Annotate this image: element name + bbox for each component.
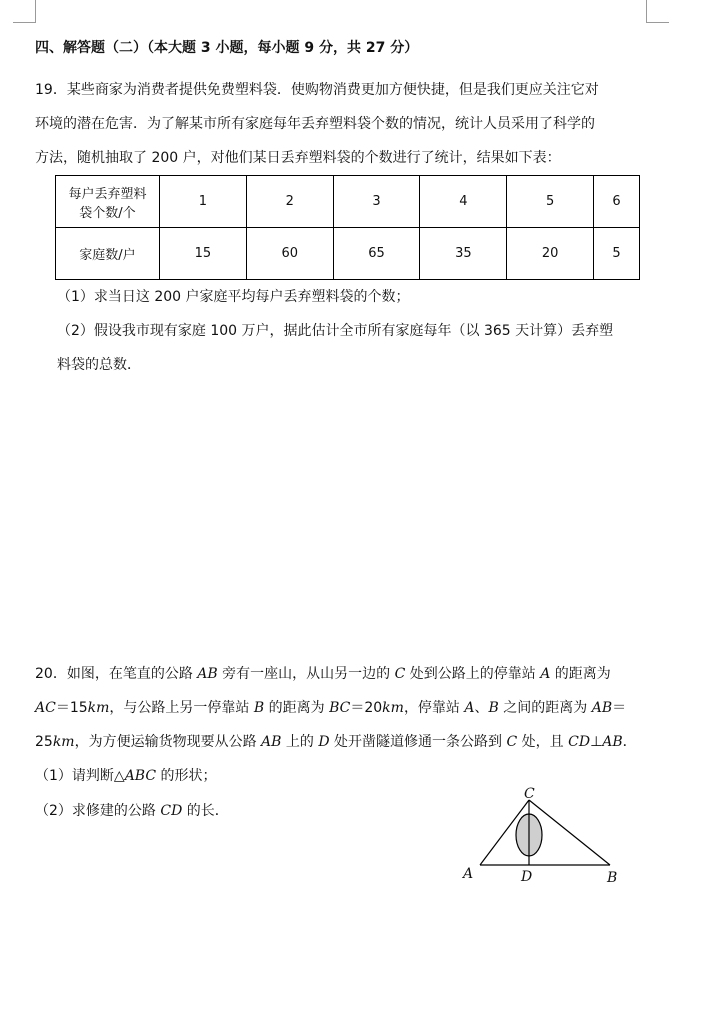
q19-part-2-line-1: （2）假设我市现有家庭 100 万户，据此估计全市所有家庭每年（以 365 天计算）丢弃塑 <box>57 323 614 339</box>
text-run: 上的 <box>281 734 319 750</box>
math-unit: km <box>382 700 404 716</box>
text-run: 20．如图，在笔直的公路 <box>35 666 198 682</box>
q20-part-1 <box>35 766 217 786</box>
text-run: 25 <box>35 734 53 750</box>
text-run: ，为方便运输货物现要从公路 <box>74 734 262 750</box>
table-cell: 4 <box>420 176 507 228</box>
triangle-figure <box>455 782 630 892</box>
label-a: A <box>463 866 474 882</box>
text-run: 的形状； <box>156 768 217 784</box>
math-var: AB <box>602 734 623 750</box>
text-run: 的长． <box>182 803 229 819</box>
math-var: AB <box>591 700 613 716</box>
table-header-line: 袋个数/个 <box>79 205 136 221</box>
text-run: 的距离为 <box>550 666 611 682</box>
q19-line-1: 19．某些商家为消费者提供免费塑料袋．使购物消费更加方便快捷，但是我们更应关注它对 <box>35 82 599 98</box>
math-var: A <box>464 700 475 716</box>
table-row <box>56 176 640 228</box>
math-var: C <box>506 734 518 750</box>
text-run: ＝20 <box>350 700 383 716</box>
math-var: B <box>488 700 499 716</box>
table-cell: 3 <box>333 176 420 228</box>
q20-line-2 <box>35 698 626 718</box>
text-run: 之间的距离为 <box>498 700 592 716</box>
table-cell: 1 <box>160 176 247 228</box>
table-cell: 6 <box>594 176 640 228</box>
crop-mark-top-left <box>13 0 36 23</box>
table-header-cell <box>56 176 160 228</box>
math-unit: km <box>52 734 75 750</box>
table-cell: 65 <box>333 228 420 280</box>
text-run: 、 <box>474 700 489 716</box>
text-run: （1）请判断△ <box>35 768 125 784</box>
table-cell: 5 <box>507 176 594 228</box>
math-var: C <box>394 666 406 682</box>
q19-part-2-line-2: 料袋的总数． <box>57 357 141 373</box>
section-title: 四、解答题（二）（本大题 3 小题，每小题 9 分，共 27 分） <box>35 40 419 56</box>
text-run: ，与公路上另一停靠站 <box>109 700 254 716</box>
q19-line-2: 环境的潜在危害．为了解某市所有家庭每年丢弃塑料袋个数的情况，统计人员采用了科学的 <box>35 116 595 132</box>
text-run: 处开凿隧道修通一条公路到 <box>329 734 507 750</box>
q19-data-table <box>55 175 640 280</box>
table-cell: 15 <box>160 228 247 280</box>
table-cell: 2 <box>246 176 333 228</box>
label-b: B <box>607 870 618 886</box>
text-run: ． <box>622 734 637 750</box>
table-row <box>56 228 640 280</box>
crop-mark-top-right <box>646 0 669 23</box>
math-var: CD <box>568 734 591 750</box>
label-d: D <box>521 869 533 885</box>
q19-line-3: 方法，随机抽取了 200 户，对他们某日丢弃塑料袋的个数进行了统计，结果如下表： <box>35 150 561 166</box>
math-var: A <box>540 666 551 682</box>
text-run: ＝ <box>612 700 627 716</box>
text-run: ＝15 <box>55 700 88 716</box>
text-run: 处，且 <box>517 734 569 750</box>
text-run: 旁有一座山，从山另一边的 <box>217 666 395 682</box>
q20-line-1 <box>35 664 611 684</box>
q19-part-1: （1）求当日这 200 户家庭平均每户丢弃塑料袋的个数； <box>57 289 410 305</box>
q20-line-3 <box>35 732 637 752</box>
math-var: BC <box>329 700 351 716</box>
table-cell: 20 <box>507 228 594 280</box>
math-var: ABC <box>124 768 157 784</box>
q20-part-2 <box>35 801 229 821</box>
text-run: （2）求修建的公路 <box>35 803 161 819</box>
math-var: AC <box>35 700 56 716</box>
math-unit: km <box>87 700 110 716</box>
math-var: CD <box>160 803 183 819</box>
math-var: B <box>253 700 265 716</box>
math-var: D <box>318 734 330 750</box>
label-c: C <box>524 786 535 802</box>
text-run: 处到公路上的停靠站 <box>405 666 541 682</box>
text-run: ，停靠站 <box>403 700 465 716</box>
table-cell: 35 <box>420 228 507 280</box>
table-header-line: 每户丢弃塑料 <box>68 186 147 202</box>
table-cell: 5 <box>594 228 640 280</box>
math-var: AB <box>197 666 218 682</box>
text-run: ⊥ <box>590 734 603 750</box>
table-row-label: 家庭数/户 <box>56 228 160 280</box>
text-run: 的距离为 <box>264 700 330 716</box>
table-cell: 60 <box>246 228 333 280</box>
math-var: AB <box>261 734 282 750</box>
